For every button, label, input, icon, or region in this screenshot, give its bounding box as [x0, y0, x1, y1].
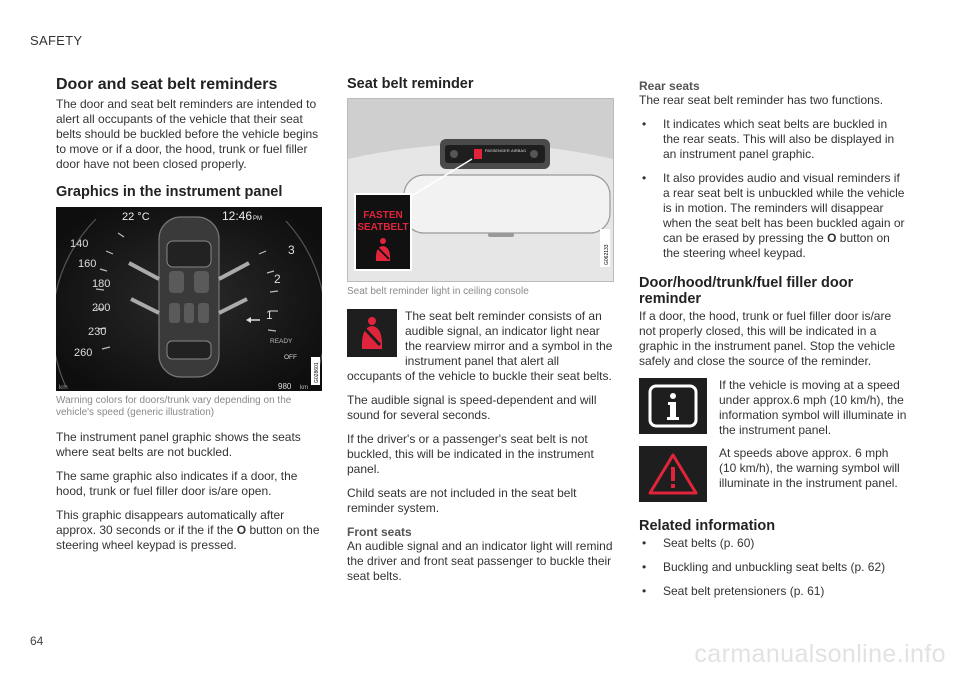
figure-code: G028601: [314, 362, 320, 383]
left-unit: km: [59, 384, 68, 391]
rpm-label: 1: [266, 308, 273, 322]
clock-suffix: PM: [253, 216, 262, 222]
paragraph: The rear seat belt reminder has two functions.: [639, 93, 884, 107]
o-button-ref: O: [236, 523, 247, 537]
text-run: This graphic disappears automatically after approx. 30 seconds or if the if the: [56, 508, 285, 537]
list-item: [639, 171, 907, 261]
subheading-related: Related information: [639, 518, 776, 534]
seatbelt-warning-icon: [347, 309, 397, 357]
figure-code: G062133: [604, 244, 610, 265]
paragraph: The instrument panel graphic shows the seats where seat belts are not buckled.: [56, 430, 301, 459]
instrument-cluster-illustration: [56, 207, 322, 391]
list-item-text: button on the steering wheel keypad.: [663, 231, 890, 260]
bullet: •: [642, 117, 647, 131]
page-number: 64: [30, 634, 44, 648]
sign-line-1: FASTEN: [363, 210, 403, 221]
speed-label: 260: [74, 347, 93, 359]
subheading-graphics: Graphics in the instrument panel: [56, 184, 283, 200]
related-links-list: [639, 536, 907, 599]
rpm-label: 3: [288, 243, 295, 257]
section-title: Seat belt reminder: [347, 76, 474, 92]
speed-label: 200: [92, 302, 111, 314]
column-door-seat-belt: [56, 76, 322, 562]
paragraph: If the driver's or a passenger's seat belt is not buckled, this will be indicated in the instrument panel.: [347, 432, 594, 476]
intro-paragraph: The door and seat belt reminders are intended to alert all occupants of the vehicle that their seat belts should be buckled before the vehicle begins to move or if a door, the hood, trunk or fuel filler door have not been closed properly.: [56, 97, 319, 171]
sign-line-2: SEATBELT: [357, 222, 409, 233]
console-label: PASSENGER: [485, 148, 510, 153]
bullet: •: [642, 584, 647, 598]
related-link-text[interactable]: Seat belt pretensioners (p. 61): [663, 584, 825, 598]
subheading-front-seats: Front seats: [347, 525, 412, 539]
figure-caption: Warning colors for doors/trunk vary depending on the vehicle's speed (generic illustration): [56, 395, 292, 418]
list-item: [639, 117, 907, 162]
rpm-label: 2: [274, 272, 281, 286]
section-title: Door and seat belt reminders: [56, 76, 278, 93]
ready-indicator: READY: [270, 338, 293, 345]
column-seat-belt-reminder: [347, 76, 614, 593]
range-unit: km: [300, 385, 308, 391]
subheading-door-reminder: Door/hood/trunk/fuel filler door reminder: [639, 275, 854, 307]
speed-label: 180: [92, 278, 111, 290]
speed-label: 230: [88, 326, 107, 338]
bullet: •: [642, 536, 647, 550]
watermark: carmanualsonline.info: [694, 640, 946, 668]
paragraph: At speeds above approx. 6 mph (10 km/h), the warning symbol will illuminate in the instrument panel.: [719, 446, 900, 490]
related-link-text[interactable]: Buckling and unbuckling seat belts (p. 62): [663, 560, 886, 574]
column-rear-door: [639, 76, 907, 608]
o-button-ref: O: [827, 231, 837, 245]
paragraph: The same graphic also indicates if a door, the hood, trunk or fuel filler door is/are open.: [56, 469, 298, 498]
paragraph: If a door, the hood, trunk or fuel filler door is/are not properly closed, this will be indicated in a graphic in the instrument panel. Stop the vehicle safely and close the source of the reminder.: [639, 309, 896, 368]
list-item-text: It also provides audio and visual reminders if a rear seat belt is unbuckled while the vehicle is in motion. The reminders will disappear when the seat belt has been buckled again or can be erased by pressing the: [663, 171, 905, 245]
paragraph: An audible signal and an indicator light will remind the driver and front seat passenger to buckle their seat belts.: [347, 539, 613, 583]
text-run: button on the steering wheel keypad is pressed.: [56, 523, 320, 552]
figure-caption: Seat belt reminder light in ceiling console: [347, 286, 529, 297]
seatbelt-reminder-paragraph: [347, 309, 614, 384]
instrument-cluster-figure: [56, 207, 322, 391]
paragraph: Child seats are not included in the seat belt reminder system.: [347, 486, 577, 515]
range-value: 980: [278, 382, 292, 391]
paragraph: The audible signal is speed-dependent and will sound for several seconds.: [347, 393, 597, 422]
off-indicator: OFF: [284, 354, 297, 361]
related-link-text[interactable]: Seat belts (p. 60): [663, 536, 755, 550]
bullet: •: [642, 171, 647, 185]
clock-time: 12:46: [222, 209, 253, 223]
speed-label: 140: [70, 238, 89, 250]
speed-label: 160: [78, 258, 97, 270]
outside-temperature: 22 °C: [122, 211, 150, 223]
related-link[interactable]: [639, 536, 907, 551]
subheading-rear-seats: Rear seats: [639, 79, 700, 93]
ceiling-console-figure: [347, 98, 614, 282]
console-label: AIRBAG: [511, 148, 527, 153]
related-link[interactable]: [639, 560, 907, 575]
warning-triangle-icon: [639, 446, 707, 502]
paragraph: If the vehicle is moving at a speed under approx.6 mph (10 km/h), the information symbol will illuminate in the instrument panel.: [719, 378, 907, 437]
paragraph: [56, 508, 322, 553]
rear-functions-list: [639, 117, 907, 261]
running-header: SAFETY: [30, 33, 83, 48]
warning-symbol-note: [639, 446, 907, 502]
paragraph: The seat belt reminder consists of an audible signal, an indicator light near the rearview mirror and a symbol in the instrument panel that alert all occupants of the vehicle to buckle their seat belts.: [347, 309, 613, 383]
list-item-text: It indicates which seat belts are buckled in the rear seats. This will also be displayed in an instrument panel graphic.: [663, 117, 895, 161]
information-icon: [639, 378, 707, 434]
ceiling-console-illustration: [348, 99, 613, 281]
bullet: •: [642, 560, 647, 574]
info-symbol-note: [639, 378, 907, 438]
related-link[interactable]: [639, 584, 907, 599]
